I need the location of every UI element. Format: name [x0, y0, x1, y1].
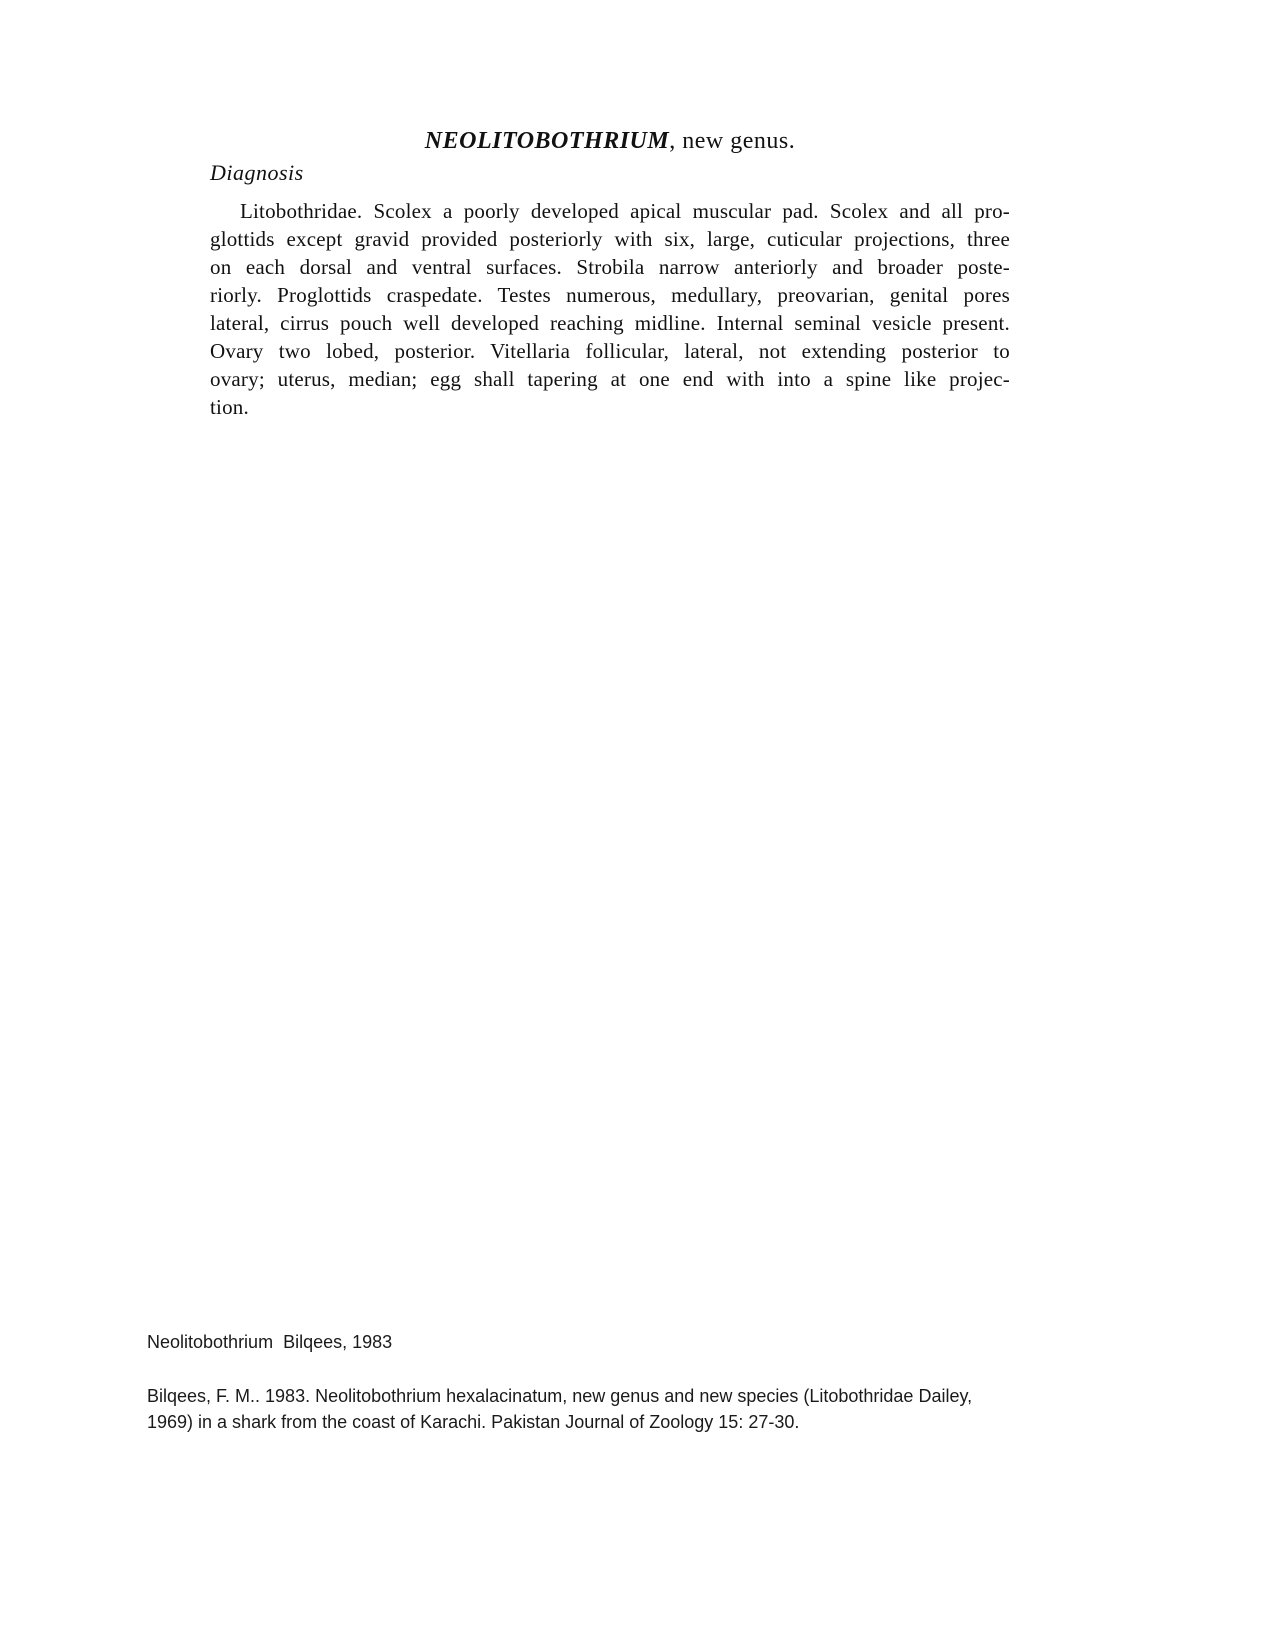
diagnosis-line: glottids except gravid provided posteriorly with six, large, cuticular projections, three	[210, 227, 1010, 251]
diagnosis-line: tion.	[210, 395, 249, 419]
genus-title-suffix: , new genus.	[669, 128, 796, 154]
diagnosis-paragraph	[210, 197, 1010, 421]
diagnosis-line: ovary; uterus, median; egg shall tapering at one end with into a spine like projec-	[210, 367, 1010, 391]
diagnosis-line: lateral, cirrus pouch well developed reaching midline. Internal seminal vesicle present.	[210, 311, 1010, 335]
diagnosis-line: Ovary two lobed, posterior. Vitellaria follicular, lateral, not extending posterior to	[210, 339, 1010, 363]
reference-line: Bilqees, F. M.. 1983. Neolitobothrium hexalacinatum, new genus and new species (Litobothridae Dailey,	[147, 1386, 973, 1406]
taxon-authority-line: Neolitobothrium Bilqees, 1983	[147, 1332, 393, 1352]
diagnosis-line: Litobothridae. Scolex a poorly developed apical muscular pad. Scolex and all pro-	[240, 199, 1010, 223]
genus-title	[210, 128, 1010, 155]
diagnosis-heading: Diagnosis	[210, 160, 304, 185]
diagnosis-line: on each dorsal and ventral surfaces. Strobila narrow anteriorly and broader poste-	[210, 255, 1010, 279]
genus-name-italic: NEOLITOBOTHRIUM	[424, 128, 670, 154]
reference-line: 1969) in a shark from the coast of Karachi. Pakistan Journal of Zoology 15: 27-30.	[147, 1412, 800, 1432]
diagnosis-line: riorly. Proglottids craspedate. Testes numerous, medullary, preovarian, genital pores	[210, 283, 1010, 307]
bibliographic-reference	[147, 1383, 1132, 1435]
